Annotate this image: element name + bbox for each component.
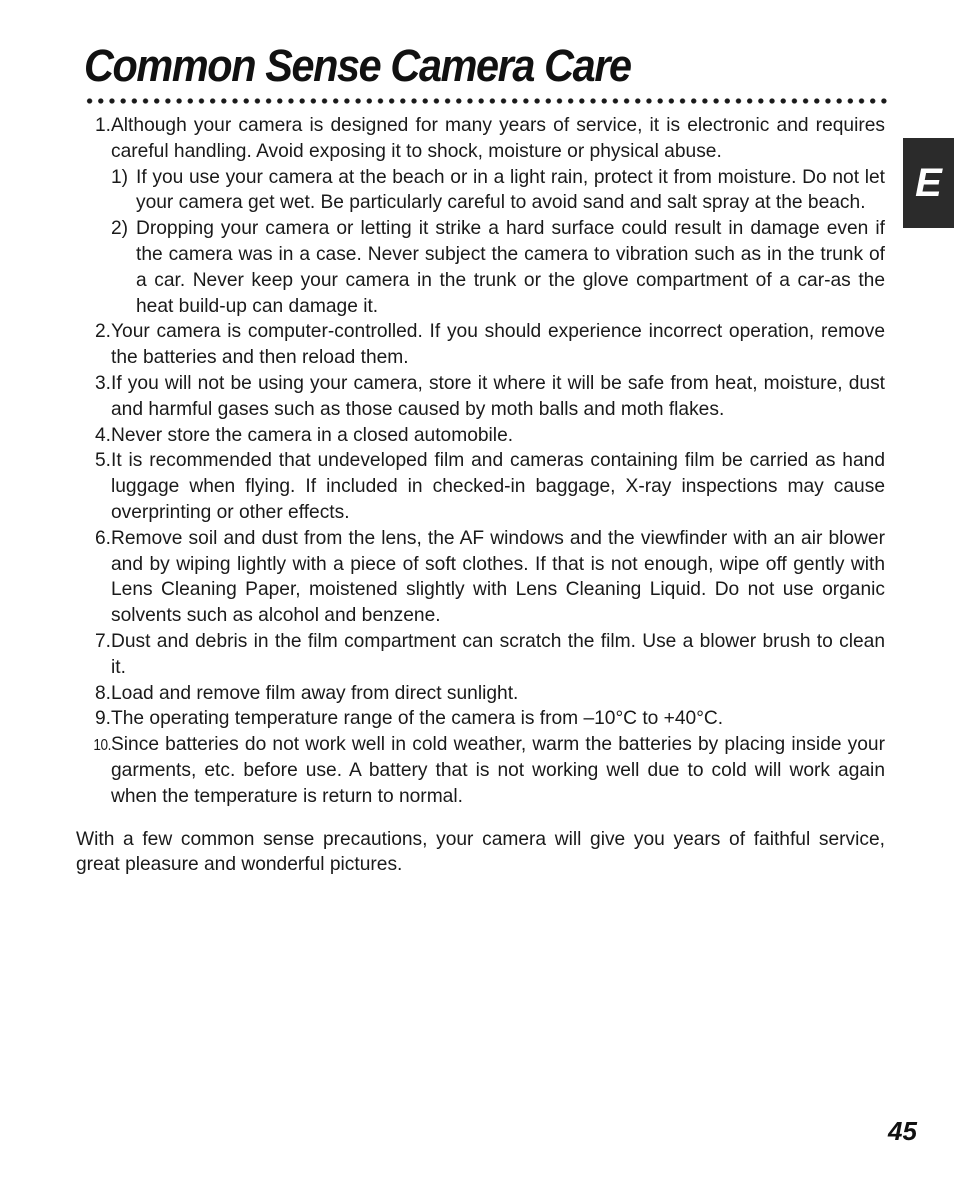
- language-tab-label: E: [915, 160, 942, 205]
- list-item-number: 3.: [94, 372, 111, 394]
- list-item-number: 2.: [94, 321, 111, 343]
- sub-list-item-number: 2): [111, 218, 129, 240]
- list-item-text: Since batteries do not work well in cold weather, warm the batteries by placing inside your garments, etc. before use. A battery that is not working well due to cold will work again when the temperature is return to normal.: [111, 734, 885, 807]
- page-number: 45: [888, 1116, 917, 1146]
- dotted-divider: [84, 97, 890, 105]
- list-item-number: 10.: [93, 737, 111, 755]
- list-item-text: The operating temperature range of the camera is from –10°C to +40°C.: [111, 708, 724, 730]
- list-item-number: 8.: [94, 682, 111, 704]
- list-item: [76, 526, 885, 629]
- list-item-number: 1.: [94, 115, 111, 136]
- page-title: Common Sense Camera Care: [84, 40, 631, 91]
- list-item-number: 5.: [94, 450, 111, 472]
- list-item: [76, 629, 885, 681]
- sub-list: [111, 165, 885, 320]
- list-item: [76, 681, 885, 707]
- list-item-number: 4.: [94, 424, 111, 446]
- list-item-number: 9.: [94, 708, 111, 730]
- list-item-text: Your camera is computer-controlled. If you should experience incorrect operation, remove the batteries and then reload them.: [111, 321, 885, 369]
- list-item-text: It is recommended that undeveloped film and cameras containing film be carried as hand luggage when flying. If included in checked-in baggage, X-ray inspections may cause overprinting or other effects.: [111, 450, 885, 523]
- list-item: [76, 423, 885, 449]
- sub-list-item-text: If you use your camera at the beach or in a light rain, protect it from moisture. Do not let your camera get wet. Be particularly careful to avoid sand and salt spray at the beach.: [136, 166, 885, 214]
- sub-list-item-number: 1): [111, 166, 129, 188]
- care-list: [76, 113, 885, 810]
- list-item-number: 7.: [94, 630, 111, 652]
- sub-list-item-text: Dropping your camera or letting it strike a hard surface could result in damage even if the camera was in a case. Never subject the camera to vibration such as in the trunk of a car. Never keep your camera in the trunk or the glove compartment of a car-as the heat build-up can damage it.: [136, 218, 885, 317]
- list-item: [76, 371, 885, 423]
- list-item: [76, 448, 885, 525]
- list-item-text: Dust and debris in the film compartment can scratch the film. Use a blower brush to clean it.: [111, 630, 885, 678]
- list-item-text: Although your camera is designed for many years of service, it is electronic and requires careful handling. Avoid exposing it to shock, moisture or physical abuse.: [111, 115, 885, 162]
- list-item-text: Load and remove film away from direct sunlight.: [111, 682, 519, 704]
- sub-list-item: [111, 216, 885, 319]
- list-item: [76, 319, 885, 371]
- closing-paragraph: With a few common sense precautions, your camera will give you years of faithful service, great pleasure and wonderful pictures.: [76, 828, 885, 876]
- sub-list-item: [111, 165, 885, 217]
- language-tab: [903, 138, 954, 228]
- list-item-number: 6.: [94, 527, 111, 549]
- list-item: [76, 732, 885, 809]
- list-item-text: Remove soil and dust from the lens, the AF windows and the viewfinder with an air blower and by wiping lightly with a piece of soft clothes. If that is not enough, wipe off gently with Lens Cleaning Paper, moistened slightly with Lens Cleaning Liquid. Do not use organic solvents such as alcohol and benzene.: [111, 527, 885, 627]
- list-item-text: If you will not be using your camera, store it where it will be safe from heat, moisture, dust and harmful gases such as those caused by moth balls and moth flakes.: [111, 372, 885, 420]
- care-instructions: [76, 113, 885, 878]
- list-item: [76, 113, 885, 319]
- list-item: [76, 706, 885, 732]
- list-item-text: Never store the camera in a closed automobile.: [111, 424, 514, 446]
